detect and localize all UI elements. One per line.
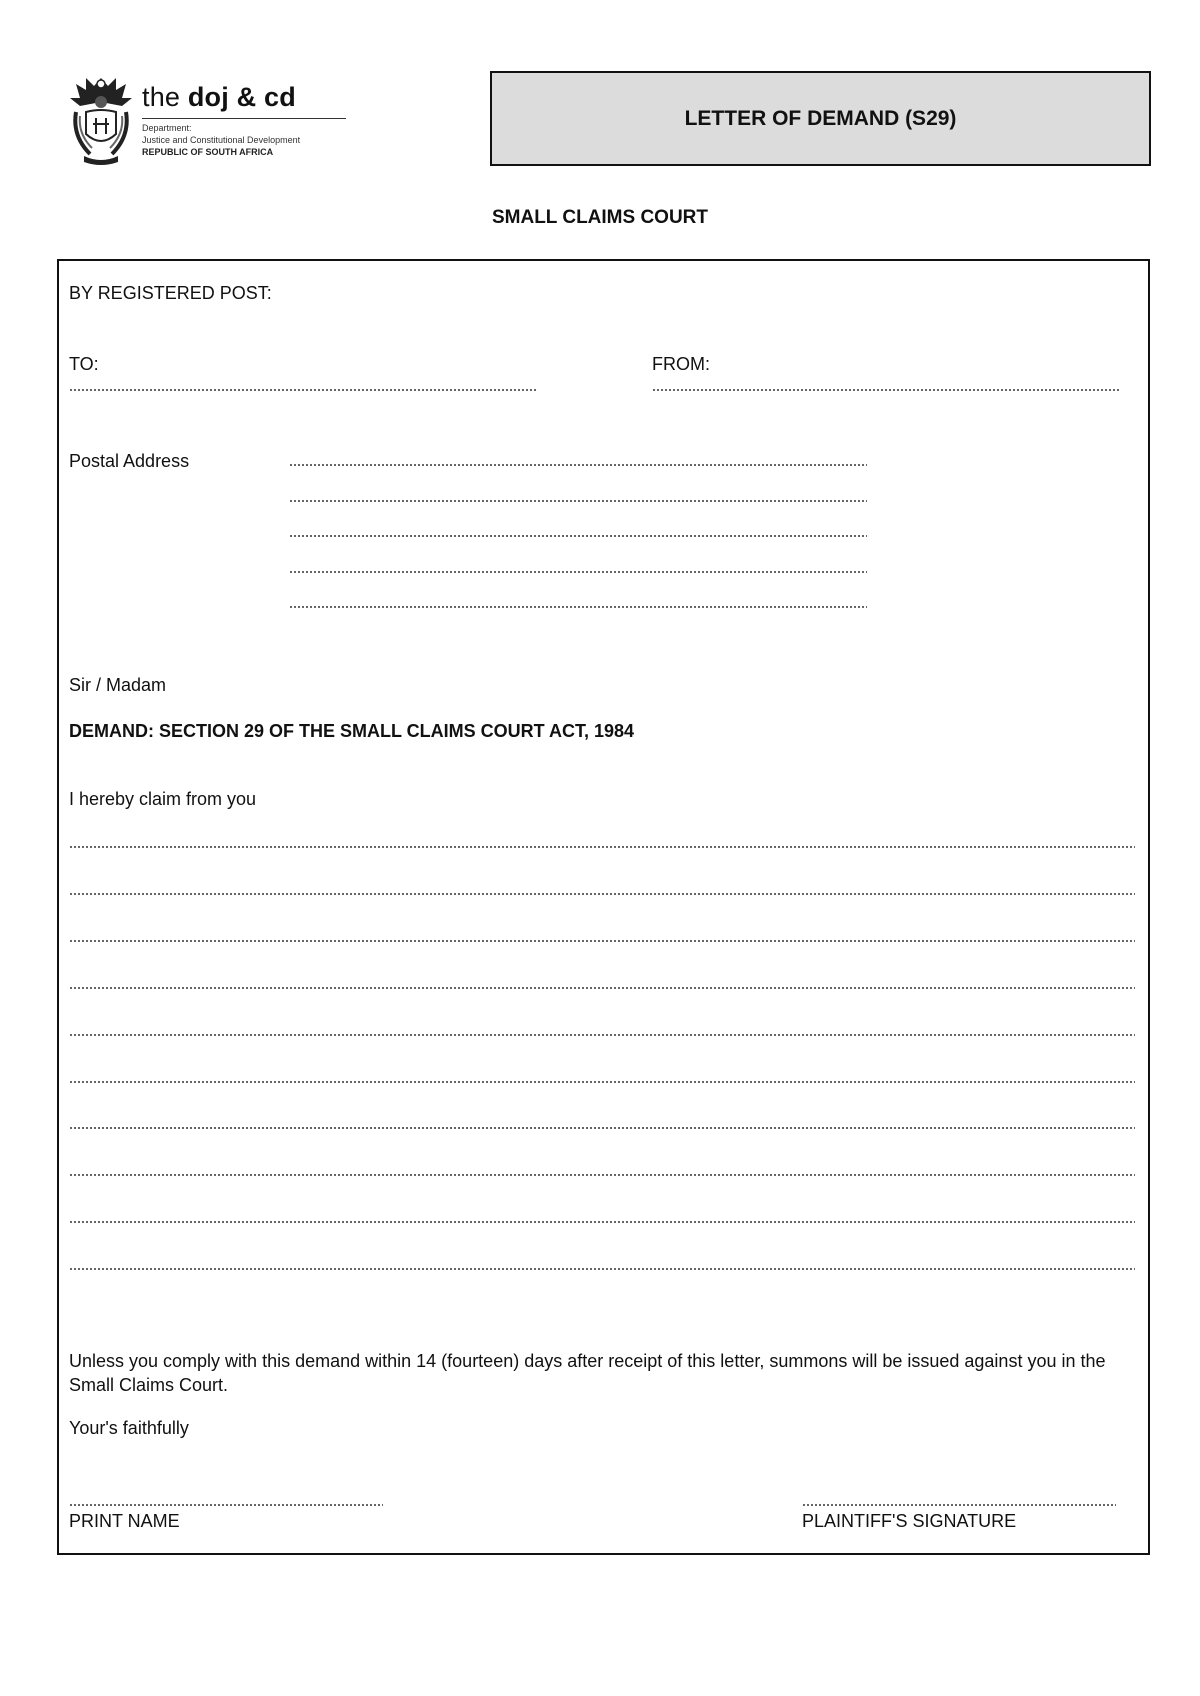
logo-department-line2: Justice and Constitutional Development [142,135,301,145]
logo-divider [142,118,346,119]
court-heading: SMALL CLAIMS COURT [491,207,709,228]
to-field[interactable] [69,389,537,391]
claim-line-1[interactable] [69,846,1135,848]
claim-line-10[interactable] [69,1268,1135,1270]
logo-brand-name: doj & cd [187,82,296,112]
claim-line-2[interactable] [69,893,1135,895]
print-name-field[interactable] [69,1504,383,1506]
claim-line-4[interactable] [69,987,1135,989]
from-field[interactable] [652,389,1120,391]
salutation: Sir / Madam [69,675,167,695]
logo-department-line1: Department: [142,123,192,133]
postal-address-line-1[interactable] [289,464,867,466]
postal-address-label: Postal Address [69,451,190,471]
claim-line-8[interactable] [69,1174,1135,1176]
signature-field[interactable] [802,1504,1116,1506]
doj-logo [66,72,351,168]
letter-form [57,259,1150,1555]
claim-line-3[interactable] [69,940,1135,942]
form-title: LETTER OF DEMAND (S29) [684,106,957,130]
print-name-label: PRINT NAME [69,1511,180,1531]
claim-line-9[interactable] [69,1221,1135,1223]
logo-brand [142,82,296,113]
coat-of-arms-icon [66,72,136,168]
logo-country: REPUBLIC OF SOUTH AFRICA [142,147,274,157]
claim-intro: I hereby claim from you [69,789,257,809]
postal-address-line-3[interactable] [289,535,867,537]
claim-line-6[interactable] [69,1081,1135,1083]
form-title-box [490,71,1151,166]
delivery-label: BY REGISTERED POST: [69,283,272,303]
closing: Your's faithfully [69,1418,189,1438]
to-label: TO: [69,354,99,374]
claim-line-5[interactable] [69,1034,1135,1036]
postal-address-line-2[interactable] [289,500,867,502]
claim-line-7[interactable] [69,1127,1135,1129]
from-label: FROM: [652,354,710,374]
postal-address-line-4[interactable] [289,571,867,573]
notice-text: Unless you comply with this demand within 14 (fourteen) days after receipt of this letter, summons will be issued against you in the Small Claims Court. [69,1351,1106,1395]
logo-brand-prefix: the [142,82,181,112]
postal-address-line-5[interactable] [289,606,867,608]
signature-label: PLAINTIFF'S SIGNATURE [802,1511,1017,1531]
demand-heading: DEMAND: SECTION 29 OF THE SMALL CLAIMS COURT ACT, 1984 [69,721,635,741]
